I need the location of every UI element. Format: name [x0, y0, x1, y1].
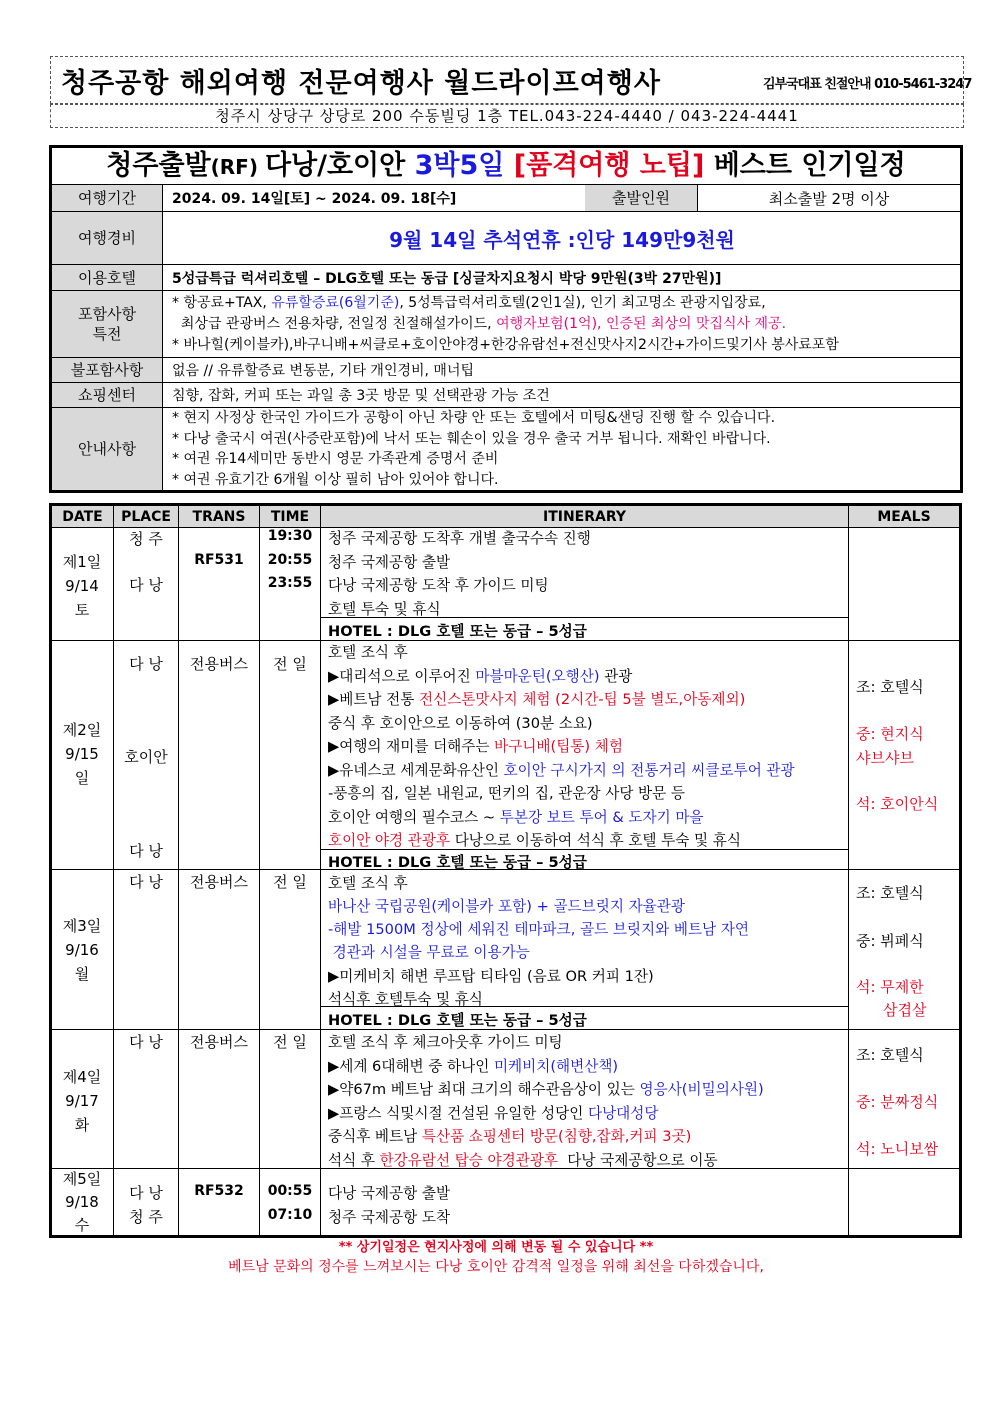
day2-itin-8b: 투본강 보트 투어 & 도자기 마을: [499, 809, 704, 826]
notice-line-3: * 여권 유14세미만 동반시 영문 가족관계 증명서 준비: [172, 451, 499, 467]
day3-hotel: HOTEL : DLG 호텔 또는 동급 – 5성급: [328, 1012, 587, 1029]
day2-itin-2b: 마블마운틴(오행산): [475, 668, 600, 685]
day1-itin-4: 호텔 투숙 및 휴식: [328, 601, 441, 618]
header-date: DATE: [52, 506, 114, 528]
period-label: 여행기간: [52, 185, 163, 211]
title-part-airline: (RF): [210, 155, 265, 179]
header-place: PLACE: [114, 506, 179, 528]
day1-time-2: 20:55: [267, 552, 313, 568]
day1-place-1: 청 주: [129, 530, 163, 548]
day3-date: 9/16: [65, 941, 99, 959]
period-value: 2024. 09. 14일[토] ~ 2024. 09. 18[수]: [164, 185, 593, 211]
day4-itin-2: [328, 1055, 618, 1076]
day4-time: 전 일: [273, 1033, 307, 1051]
day2-time: 전 일: [273, 655, 307, 673]
day3-num: 제3일: [62, 917, 102, 935]
day2-place-1: 다 낭: [129, 655, 163, 673]
agency-address: 청주시 상당구 상당로 200 수동빌딩 1층 TEL.043-224-4440 / 043-224-4441: [50, 104, 964, 128]
inclusions-line-3: * 바나힐(케이블카),바구니배+씨클로+호이안야경+한강유람선+전신맛사지2시간+가이드및기사 봉사료포함: [172, 336, 839, 353]
day1-itin-1: 청주 국제공항 도착후 개별 출국수속 진행: [328, 530, 591, 547]
day2-itin-7: -풍흥의 집, 일본 내원교, 떤키의 집, 관운장 사당 방문 등: [328, 785, 685, 802]
day5-trans: RF532: [194, 1183, 244, 1199]
day4-weekday: 화: [74, 1116, 90, 1134]
day2-itin-5a: ▶여행의 재미를 더해주는: [328, 738, 495, 755]
header-trans: TRANS: [179, 506, 260, 528]
day5-itin-2: 청주 국제공항 도착: [328, 1209, 451, 1226]
day4-itin-2a: ▶세계 6대해변 중 하나인: [328, 1058, 494, 1075]
day2-itin-2a: ▶대리석으로 이루어진: [328, 668, 476, 685]
day4-itin-3a: ▶약67m 베트남 최대 크기의 해수관음상이 있는: [328, 1081, 640, 1098]
day5-num: 제5일: [62, 1170, 102, 1188]
inclusions-2a: 최상급 관광버스 전용차량, 전일정 친절해설가이드,: [172, 315, 497, 332]
day1-itin-2: 청주 국제공항 출발: [328, 554, 451, 571]
day4-label: [52, 1065, 112, 1137]
shopping-value: 침향, 잡화, 커피 또는 과일 총 3곳 방문 및 선택관광 가능 조건: [172, 388, 550, 404]
day1-trans: RF531: [194, 552, 244, 568]
period-row: [52, 185, 960, 212]
day2-itin-9: [328, 829, 741, 850]
day4-num: 제4일: [62, 1068, 102, 1086]
day5-place-2: 청 주: [129, 1208, 163, 1226]
day2-label: [52, 718, 112, 790]
day2-itin-1: 호텔 조식 후: [328, 644, 408, 661]
inclusions-label-2: 특전: [92, 325, 122, 343]
day2-itin-3: [328, 688, 745, 709]
inclusions-value: [164, 291, 960, 357]
day4-itin-6b: 한강유람선 탑승 야경관광후: [379, 1152, 559, 1169]
day3-itin-2: 바나산 국립공원(케이블카 포함) + 골드브릿지 자율관광: [328, 898, 685, 915]
hotel-label: 이용호텔: [52, 265, 163, 290]
day2-itin-8a: 호이안 여행의 필수코스 ~: [328, 809, 500, 826]
day3-trans: 전용버스: [190, 873, 248, 891]
inclusions-row: [52, 291, 960, 358]
day2-itin-3a: ▶베트남 전통: [328, 691, 419, 708]
notice-line-4: * 여권 유효기간 6개월 이상 필히 남아 있어야 합니다.: [172, 471, 499, 488]
day4-itin-4a: ▶프랑스 식및시절 건설된 유일한 성당인: [328, 1105, 588, 1122]
title-part-destination: 다낭/호이안: [264, 150, 415, 181]
day2-itin-8: [328, 806, 704, 827]
day4-date: 9/17: [65, 1092, 99, 1110]
inclusions-label: [52, 291, 163, 357]
day2-place-2: 호이안: [124, 748, 168, 766]
agency-title: 청주공항 해외여행 전문여행사 월드라이프여행사: [61, 68, 661, 99]
itinerary-table: [49, 503, 962, 1238]
inclusions-1c: , 5성특급럭셔리호텔(2인1실), 인기 최고명소 관광지입장료,: [399, 294, 766, 311]
day5-itin-1: 다낭 국제공항 출발: [328, 1185, 451, 1202]
day4-meal-dinner: 석: 노니보쌈: [856, 1140, 939, 1158]
day1-label: [52, 550, 112, 622]
day5-place-1: 다 낭: [129, 1184, 163, 1202]
day4-itin-6a: 석식 후: [328, 1152, 380, 1169]
day2-date: 9/15: [65, 745, 99, 763]
notice-value: [164, 408, 960, 490]
day3-meal-lunch: 중: 뷔페식: [856, 932, 924, 950]
footer-message: 베트남 문화의 정수를 느껴보시는 다낭 호이안 감격적 일정을 위해 최선을 다하겠습니다,: [228, 1259, 764, 1275]
day4-itin-1: 호텔 조식 후 체크아웃후 가이드 미팅: [328, 1034, 563, 1051]
inclusions-2b: 여행자보험(1억), 인증된 최상의 맛집식사 제공.: [496, 315, 787, 332]
notice-line-1: * 현지 사정상 한국인 가이드가 공항이 아닌 차량 안 또는 호텔에서 미팅&샌딩 진행 할 수 있습니다.: [172, 410, 776, 426]
day4-itin-6c: 다낭 국제공항으로 이동: [558, 1152, 718, 1169]
day3-weekday: 월: [74, 965, 90, 983]
day5-date: 9/18: [65, 1193, 99, 1211]
day1-time-1: 19:30: [267, 528, 313, 544]
footer-notice: ** 상기일정은 현지사정에 의해 변동 될 수 있습니다 **: [338, 1240, 654, 1255]
day2-itin-9a: 호이안 야경 관광후: [328, 832, 451, 849]
exclusions-label: 불포함사항: [52, 358, 163, 382]
day4-itin-3: [328, 1078, 764, 1099]
day3-itin-4: 경관과 시설을 무료로 이용가능: [328, 944, 530, 961]
inclusions-label-1: 포함사항: [78, 305, 136, 323]
day4-itin-4: [328, 1102, 658, 1123]
hotel-row: [52, 265, 960, 291]
inclusions-line-2: [172, 314, 786, 335]
day1-hotel: HOTEL : DLG 호텔 또는 동급 – 5성급: [328, 623, 587, 640]
title-part-departure: 청주출발: [106, 150, 211, 181]
day2-itin-4: 중식 후 호이안으로 이동하여 (30분 소요): [328, 715, 593, 732]
tour-info-box: [49, 145, 963, 493]
shopping-row: [52, 383, 960, 408]
inclusions-1a: * 항공료+TAX,: [172, 294, 272, 311]
day1-time-3: 23:55: [267, 575, 313, 591]
day2-itin-6: [328, 759, 795, 780]
shopping-label: 쇼핑센터: [52, 383, 163, 407]
notice-line-2: * 다낭 출국시 여권(사증란포함)에 낙서 또는 훼손이 있을 경우 출국 거부 됩니다. 재확인 바랍니다.: [172, 430, 771, 447]
day5-time-2: 07:10: [267, 1207, 313, 1223]
hotel-value: 5성급특급 럭셔리호텔 – DLG호텔 또는 동급 [싱글차지요청시 박당 9만원(3박 27만원)]: [172, 270, 722, 287]
day2-itin-2: [328, 665, 632, 686]
day4-place: 다 낭: [129, 1033, 163, 1051]
product-title: [52, 148, 960, 185]
day3-place: 다 낭: [129, 873, 163, 891]
day4-itin-3b: 영응사(비밀의사원): [639, 1081, 764, 1098]
title-part-duration: 3박5일: [414, 150, 514, 181]
day2-itin-2c: 관광: [599, 668, 633, 685]
cost-row: [52, 212, 960, 265]
notice-label: 안내사항: [52, 408, 163, 490]
day2-num: 제2일: [62, 721, 102, 739]
day4-itin-5a: 중식후 베트남: [328, 1128, 422, 1145]
inclusions-line-1: [172, 293, 766, 314]
header-meals: MEALS: [849, 506, 959, 528]
day2-meal-lunch-detail: 샤브샤브: [856, 749, 914, 767]
day5-weekday: 수: [74, 1216, 90, 1234]
day3-meal-breakfast: 조: 호텔식: [856, 884, 924, 902]
exclusions-value: 없음 // 유류할증료 변동분, 기타 개인경비, 매너팁: [172, 363, 474, 379]
grid-line: [848, 506, 849, 1235]
title-part-best: 베스트 인기일정: [704, 150, 906, 181]
people-value: 최소출발 2명 이상: [768, 189, 890, 208]
day2-meal-breakfast: 조: 호텔식: [856, 678, 924, 696]
day3-itin-6: 석식후 호텔투숙 및 휴식: [328, 991, 483, 1008]
day4-meal-lunch: 중: 분짜정식: [856, 1093, 939, 1111]
day2-meal-dinner: 석: 호이안식: [856, 795, 939, 813]
day1-num: 제1일: [62, 553, 102, 571]
day3-itin-3: -해발 1500M 정상에 세워진 테마파크, 골드 브릿지와 베트남 자연: [328, 921, 749, 938]
grid-line: [320, 506, 321, 1235]
day3-time: 전 일: [273, 873, 307, 891]
day2-weekday: 일: [74, 769, 90, 787]
day5-label: [52, 1168, 112, 1237]
day2-meal-lunch: 중: 현지식: [856, 725, 924, 743]
day2-itin-6b: 호이안 구시가지 의 전통거리 씨클로투어 관광: [503, 762, 795, 779]
header-time: TIME: [260, 506, 321, 528]
title-part-notip: [품격여행 노팁]: [513, 150, 705, 181]
day4-itin-2b: 미케비치(해변산책): [493, 1058, 619, 1075]
day3-meal-dinner-detail: 삼겹살: [883, 1001, 927, 1019]
day2-hotel: HOTEL : DLG 호텔 또는 동급 – 5성급: [328, 854, 587, 871]
cost-label: 여행경비: [52, 212, 163, 264]
day2-itin-3b: 전신스톤맛사지 체험 (2시간-팁 5불 별도,아동제외): [419, 691, 746, 708]
day1-date: 9/14: [65, 577, 99, 595]
day3-meal-dinner: 석: 무제한: [856, 978, 924, 996]
day2-itin-5: [328, 735, 623, 756]
day4-itin-4b: 다낭대성당: [587, 1105, 659, 1122]
day2-itin-6a: ▶유네스코 세계문화유산인: [328, 762, 504, 779]
agency-contact: 김부국대표 친절안내 010-5461-3247: [763, 77, 972, 92]
exclusions-row: [52, 358, 960, 383]
day4-itin-5b: 특산품 쇼핑센터 방문(침향,잡화,커피 3곳): [421, 1128, 692, 1145]
agency-header: [50, 56, 972, 104]
day2-itin-9b: 다낭으로 이동하여 석식 후 호텔 투숙 및 휴식: [450, 832, 741, 849]
day3-itin-5: ▶미케비치 해변 루프탑 티타임 (음료 OR 커피 1잔): [328, 968, 654, 985]
people-label: 출발인원: [585, 185, 698, 211]
day2-itin-5b: 바구니배(팁통) 체험: [494, 738, 623, 755]
day5-time-1: 00:55: [267, 1183, 313, 1199]
day4-itin-6: [328, 1149, 718, 1170]
day3-label: [52, 914, 112, 986]
day4-meal-breakfast: 조: 호텔식: [856, 1046, 924, 1064]
day4-itin-5: [328, 1125, 691, 1146]
day1-place-2: 다 낭: [129, 576, 163, 594]
day2-place-3: 다 낭: [129, 842, 163, 860]
day2-trans: 전용버스: [190, 655, 248, 673]
day1-weekday: 토: [74, 601, 90, 619]
day4-trans: 전용버스: [190, 1033, 248, 1051]
day3-itin-1: 호텔 조식 후: [328, 875, 408, 892]
day1-itin-3: 다낭 국제공항 도착 후 가이드 미팅: [328, 577, 549, 594]
cost-value: 9월 14일 추석연휴 :인당 149만9천원: [389, 227, 735, 252]
header-itinerary: ITINERARY: [321, 506, 849, 528]
inclusions-1b: 유류할증료(6월기준): [271, 294, 400, 311]
notice-row: [52, 408, 960, 490]
